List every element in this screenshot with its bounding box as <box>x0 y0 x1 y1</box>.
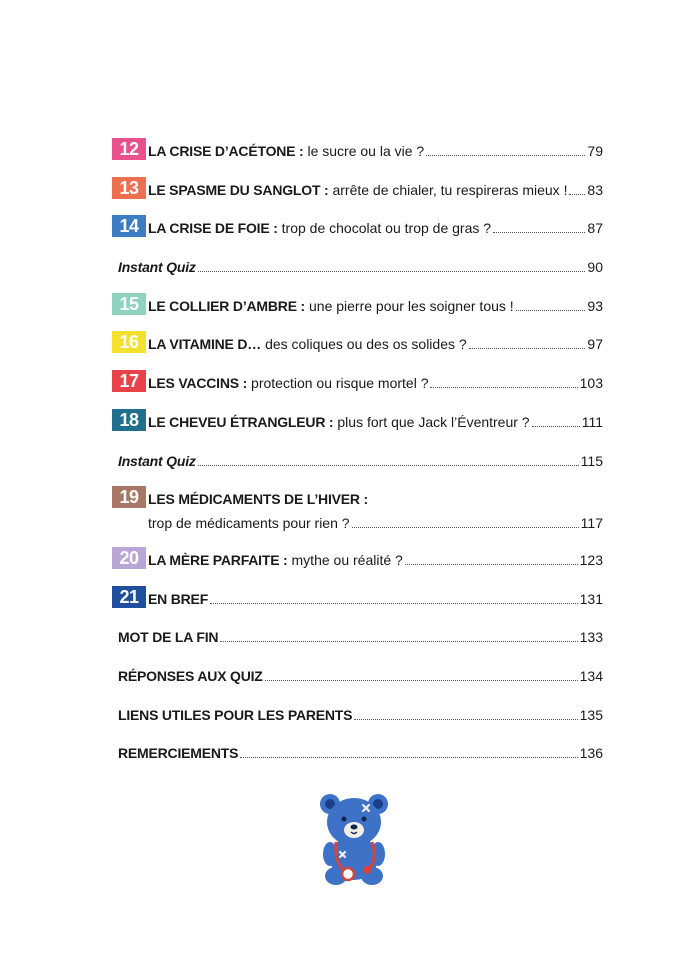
toc-entry-16[interactable] <box>112 329 603 353</box>
dot-leader <box>220 641 577 642</box>
toc-entry-18[interactable] <box>112 407 603 431</box>
teddy-bear-doctor-icon <box>318 792 390 886</box>
dot-leader <box>426 155 585 156</box>
entry-title: LE SPASME DU SANGLOT : <box>148 182 329 198</box>
toc-entry-17[interactable] <box>112 368 603 392</box>
page-number: 117 <box>580 515 603 531</box>
toc-entry-reponses-aux-quiz[interactable] <box>112 661 603 685</box>
toc-entry-mot-de-la-fin[interactable] <box>112 622 603 646</box>
dot-leader <box>569 194 585 195</box>
entry-subtitle: plus fort que Jack l’Éventreur ? <box>337 414 530 430</box>
toc-entry-20[interactable] <box>112 545 603 569</box>
page-number: 134 <box>579 668 603 684</box>
entry-title: MOT DE LA FIN <box>118 629 219 645</box>
toc-entry-liens-utiles[interactable] <box>112 700 603 724</box>
dot-leader <box>532 426 580 427</box>
dot-leader <box>265 680 578 681</box>
chapter-number-badge: 14 <box>112 215 146 237</box>
toc-entry-13[interactable] <box>112 175 603 199</box>
toc-entry-remerciements[interactable] <box>112 738 603 762</box>
chapter-number-badge: 20 <box>112 547 146 569</box>
entry-subtitle: des coliques ou des os solides ? <box>265 336 467 352</box>
page-number: 136 <box>579 745 603 761</box>
chapter-number-badge: 12 <box>112 138 146 160</box>
entry-title: LES MÉDICAMENTS DE L’HIVER : <box>148 491 368 507</box>
entry-title: LE COLLIER D’AMBRE : <box>148 298 305 314</box>
page-number: 111 <box>581 414 603 430</box>
entry-title: LA CRISE D’ACÉTONE : <box>148 143 304 159</box>
dot-leader <box>198 271 586 272</box>
entry-title: LA CRISE DE FOIE : <box>148 220 278 236</box>
dot-leader <box>352 527 579 528</box>
entry-subtitle: une pierre pour les soigner tous ! <box>309 298 514 314</box>
entry-title: LE CHEVEU ÉTRANGLEUR : <box>148 414 334 430</box>
entry-subtitle: le sucre ou la vie ? <box>307 143 425 159</box>
dot-leader <box>210 603 578 604</box>
entry-subtitle: trop de médicaments pour rien ? <box>148 515 350 531</box>
entry-title: LIENS UTILES POUR LES PARENTS <box>118 707 353 723</box>
dot-leader <box>469 348 586 349</box>
dot-leader <box>493 232 585 233</box>
entry-title: LA VITAMINE D… <box>148 336 262 352</box>
dot-leader <box>430 387 577 388</box>
dot-leader <box>240 757 577 758</box>
toc-entry-21[interactable] <box>112 584 603 608</box>
toc-entry-quiz-2[interactable] <box>112 446 603 470</box>
chapter-number-badge: 17 <box>112 370 146 392</box>
entry-subtitle: arrête de chialer, tu respireras mieux ! <box>332 182 568 198</box>
page-number: 83 <box>587 182 603 198</box>
entry-title: EN BREF <box>148 591 209 607</box>
page-number: 93 <box>587 298 603 314</box>
dot-leader <box>405 564 578 565</box>
chapter-number-badge: 15 <box>112 293 146 315</box>
entry-title: Instant Quiz <box>118 259 196 275</box>
page-number: 135 <box>579 707 603 723</box>
toc-entry-quiz-1[interactable] <box>112 252 603 276</box>
entry-title: REMERCIEMENTS <box>118 745 239 761</box>
entry-subtitle: protection ou risque mortel ? <box>251 375 429 391</box>
entry-title: Instant Quiz <box>118 453 196 469</box>
page-number: 103 <box>579 375 603 391</box>
chapter-number-badge: 19 <box>112 486 146 508</box>
dot-leader <box>198 465 579 466</box>
toc-entry-14[interactable] <box>112 213 603 237</box>
page-number: 133 <box>579 629 603 645</box>
entry-subtitle: mythe ou réalité ? <box>291 552 403 568</box>
chapter-number-badge: 18 <box>112 409 146 431</box>
page-number: 131 <box>579 591 603 607</box>
page-number: 115 <box>580 453 603 469</box>
page-number: 87 <box>587 220 603 236</box>
entry-title: LES VACCINS : <box>148 375 248 391</box>
dot-leader <box>516 310 586 311</box>
chapter-number-badge: 13 <box>112 177 146 199</box>
toc-entry-15[interactable] <box>112 291 603 315</box>
entry-title: LA MÈRE PARFAITE : <box>148 552 288 568</box>
entry-subtitle: trop de chocolat ou trop de gras ? <box>281 220 492 236</box>
toc-entry-19[interactable] <box>112 484 603 532</box>
page-number: 90 <box>587 259 603 275</box>
page-number: 79 <box>587 143 603 159</box>
page-number: 123 <box>579 552 603 568</box>
chapter-number-badge: 16 <box>112 331 146 353</box>
dot-leader <box>354 719 577 720</box>
page-number: 97 <box>587 336 603 352</box>
toc-entry-12[interactable] <box>112 136 603 160</box>
chapter-number-badge: 21 <box>112 586 146 608</box>
entry-title: RÉPONSES AUX QUIZ <box>118 668 263 684</box>
